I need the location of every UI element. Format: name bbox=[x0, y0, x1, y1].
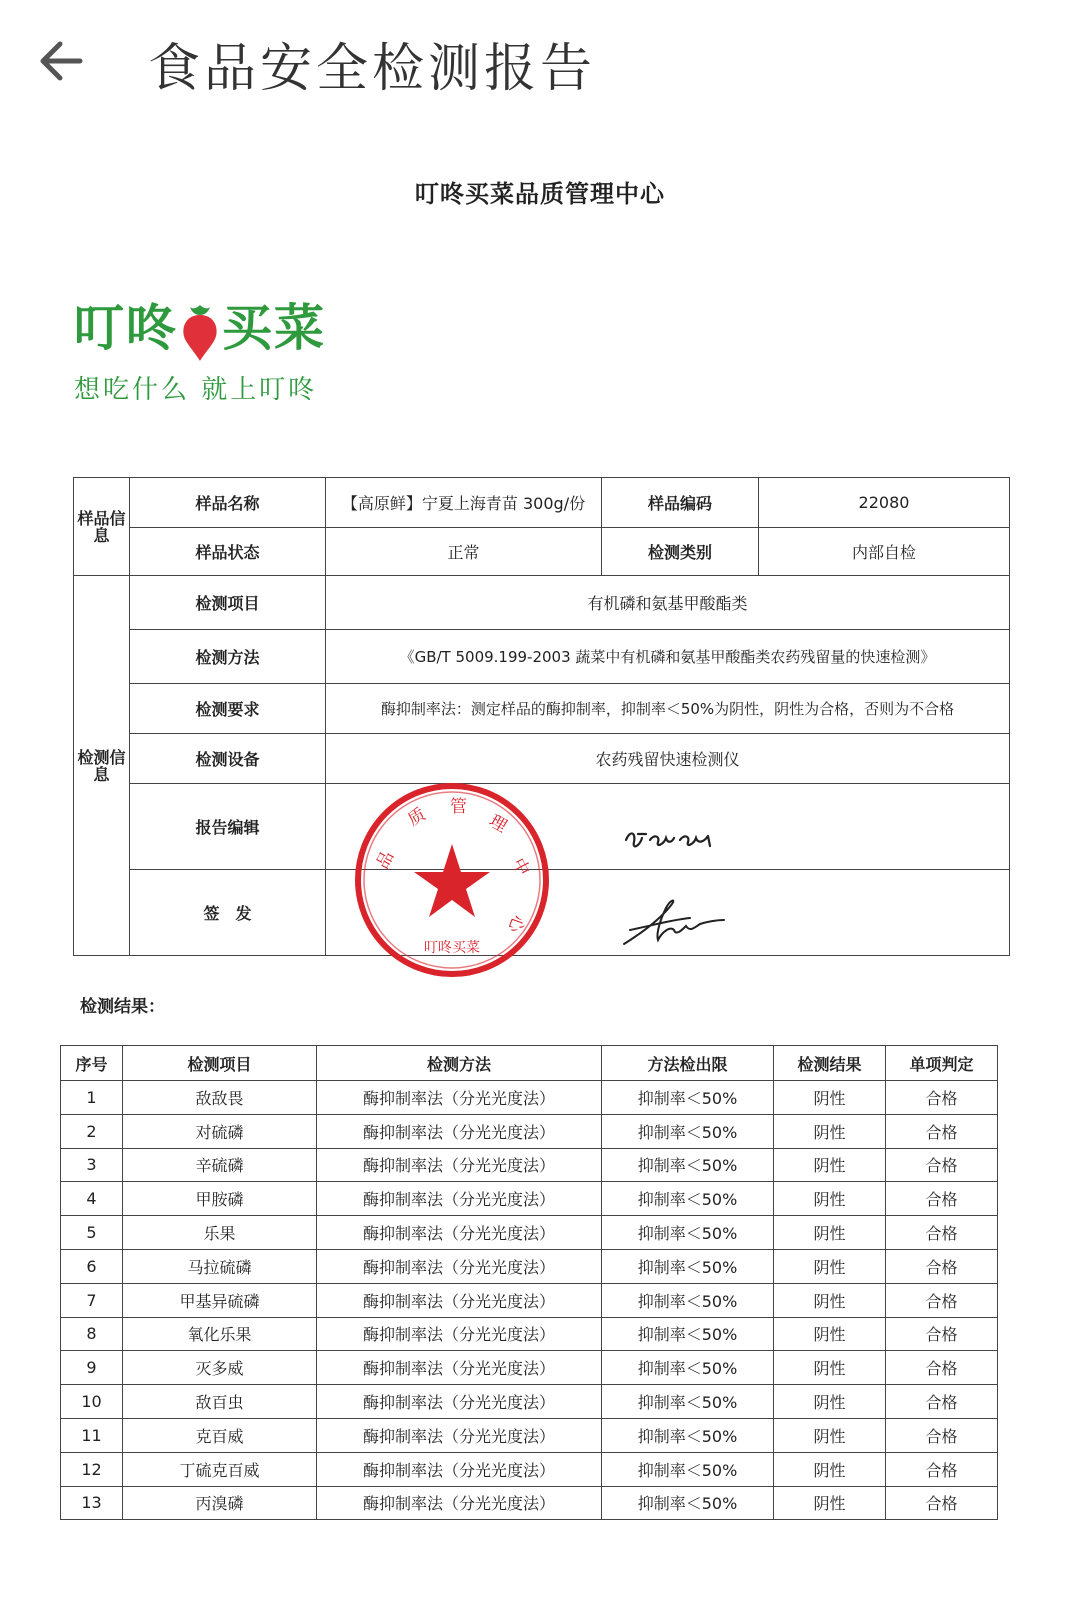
issuer-signature bbox=[620, 890, 730, 952]
col-header-limit: 方法检出限 bbox=[602, 1046, 774, 1081]
table-row bbox=[61, 1114, 998, 1148]
brand-name-part2: 买菜 bbox=[222, 299, 326, 357]
test-requirement-label: 检测要求 bbox=[130, 684, 326, 734]
row-item: 马拉硫磷 bbox=[123, 1249, 317, 1283]
row-judgement: 合格 bbox=[886, 1418, 998, 1452]
col-header-item: 检测项目 bbox=[123, 1046, 317, 1081]
table-row bbox=[61, 1283, 998, 1317]
radish-icon bbox=[176, 301, 224, 363]
svg-text:理: 理 bbox=[485, 811, 511, 837]
row-index: 8 bbox=[61, 1317, 123, 1351]
sample-name-label: 样品名称 bbox=[130, 478, 326, 528]
table-row bbox=[61, 1486, 998, 1520]
table-row bbox=[61, 1216, 998, 1250]
report-editor-label: 报告编辑 bbox=[130, 784, 326, 870]
row-limit: 抑制率＜50% bbox=[602, 1486, 774, 1520]
row-judgement: 合格 bbox=[886, 1283, 998, 1317]
table-row bbox=[61, 1385, 998, 1419]
col-header-method: 检测方法 bbox=[317, 1046, 602, 1081]
row-limit: 抑制率＜50% bbox=[602, 1216, 774, 1250]
row-judgement: 合格 bbox=[886, 1351, 998, 1385]
row-method: 酶抑制率法（分光光度法） bbox=[317, 1114, 602, 1148]
row-item: 克百威 bbox=[123, 1418, 317, 1452]
row-index: 1 bbox=[61, 1081, 123, 1115]
test-info-group-label: 检测信息 bbox=[74, 576, 130, 956]
row-index: 2 bbox=[61, 1114, 123, 1148]
col-header-index: 序号 bbox=[61, 1046, 123, 1081]
test-method-label: 检测方法 bbox=[130, 630, 326, 684]
org-title: 叮咚买菜品质管理中心 bbox=[415, 180, 665, 208]
sample-code-label: 样品编码 bbox=[602, 478, 759, 528]
row-limit: 抑制率＜50% bbox=[602, 1114, 774, 1148]
company-seal-stamp bbox=[352, 782, 552, 978]
row-judgement: 合格 bbox=[886, 1486, 998, 1520]
row-item: 甲基异硫磷 bbox=[123, 1283, 317, 1317]
results-header-row bbox=[61, 1046, 998, 1081]
row-index: 9 bbox=[61, 1351, 123, 1385]
table-row bbox=[61, 1182, 998, 1216]
results-body bbox=[61, 1081, 998, 1520]
back-arrow-icon[interactable] bbox=[36, 36, 86, 86]
table-row bbox=[61, 1351, 998, 1385]
row-item: 乐果 bbox=[123, 1216, 317, 1250]
row-item: 敌百虫 bbox=[123, 1385, 317, 1419]
brand-slogan: 想吃什么 就上叮咚 bbox=[74, 374, 318, 405]
table-row bbox=[61, 1317, 998, 1351]
row-index: 13 bbox=[61, 1486, 123, 1520]
row-result: 阴性 bbox=[774, 1182, 886, 1216]
row-index: 3 bbox=[61, 1148, 123, 1182]
row-judgement: 合格 bbox=[886, 1114, 998, 1148]
row-limit: 抑制率＜50% bbox=[602, 1452, 774, 1486]
row-item: 辛硫磷 bbox=[123, 1148, 317, 1182]
test-type-label: 检测类别 bbox=[602, 528, 759, 576]
row-limit: 抑制率＜50% bbox=[602, 1249, 774, 1283]
row-limit: 抑制率＜50% bbox=[602, 1351, 774, 1385]
svg-text:品: 品 bbox=[372, 847, 399, 873]
row-method: 酶抑制率法（分光光度法） bbox=[317, 1182, 602, 1216]
svg-text:质: 质 bbox=[404, 804, 430, 831]
col-header-result: 检测结果 bbox=[774, 1046, 886, 1081]
svg-text:心: 心 bbox=[503, 912, 529, 936]
row-limit: 抑制率＜50% bbox=[602, 1283, 774, 1317]
table-row bbox=[61, 1452, 998, 1486]
row-result: 阴性 bbox=[774, 1249, 886, 1283]
row-method: 酶抑制率法（分光光度法） bbox=[317, 1249, 602, 1283]
row-method: 酶抑制率法（分光光度法） bbox=[317, 1418, 602, 1452]
row-item: 氧化乐果 bbox=[123, 1317, 317, 1351]
row-index: 10 bbox=[61, 1385, 123, 1419]
row-result: 阴性 bbox=[774, 1081, 886, 1115]
row-index: 12 bbox=[61, 1452, 123, 1486]
test-equipment-value: 农药残留快速检测仪 bbox=[326, 734, 1010, 784]
top-bar bbox=[0, 0, 1080, 120]
row-method: 酶抑制率法（分光光度法） bbox=[317, 1216, 602, 1250]
row-result: 阴性 bbox=[774, 1418, 886, 1452]
brand-name-part1: 叮咚 bbox=[74, 299, 178, 357]
table-row bbox=[61, 1148, 998, 1182]
table-row bbox=[61, 1249, 998, 1283]
row-result: 阴性 bbox=[774, 1216, 886, 1250]
row-result: 阴性 bbox=[774, 1114, 886, 1148]
row-method: 酶抑制率法（分光光度法） bbox=[317, 1385, 602, 1419]
row-item: 对硫磷 bbox=[123, 1114, 317, 1148]
results-label: 检测结果： bbox=[80, 997, 165, 1017]
row-result: 阴性 bbox=[774, 1283, 886, 1317]
row-result: 阴性 bbox=[774, 1486, 886, 1520]
sample-state-label: 样品状态 bbox=[130, 528, 326, 576]
test-item-label: 检测项目 bbox=[130, 576, 326, 630]
row-judgement: 合格 bbox=[886, 1081, 998, 1115]
row-index: 11 bbox=[61, 1418, 123, 1452]
row-limit: 抑制率＜50% bbox=[602, 1418, 774, 1452]
row-item: 丁硫克百威 bbox=[123, 1452, 317, 1486]
test-type-value: 内部自检 bbox=[759, 528, 1010, 576]
test-equipment-label: 检测设备 bbox=[130, 734, 326, 784]
row-judgement: 合格 bbox=[886, 1452, 998, 1486]
row-limit: 抑制率＜50% bbox=[602, 1317, 774, 1351]
row-method: 酶抑制率法（分光光度法） bbox=[317, 1486, 602, 1520]
row-limit: 抑制率＜50% bbox=[602, 1385, 774, 1419]
row-item: 丙溴磷 bbox=[123, 1486, 317, 1520]
row-judgement: 合格 bbox=[886, 1216, 998, 1250]
row-result: 阴性 bbox=[774, 1385, 886, 1419]
svg-text:管: 管 bbox=[450, 797, 467, 817]
sample-state-value: 正常 bbox=[326, 528, 602, 576]
svg-text:中: 中 bbox=[507, 854, 534, 880]
test-item-value: 有机磷和氨基甲酸酯类 bbox=[326, 576, 1010, 630]
row-index: 6 bbox=[61, 1249, 123, 1283]
issuer-label: 签 发 bbox=[130, 870, 326, 956]
row-result: 阴性 bbox=[774, 1148, 886, 1182]
row-item: 甲胺磷 bbox=[123, 1182, 317, 1216]
row-method: 酶抑制率法（分光光度法） bbox=[317, 1351, 602, 1385]
test-method-value: 《GB/T 5009.199-2003 蔬菜中有机磷和氨基甲酸酯类农药残留量的快速检测》 bbox=[326, 630, 1010, 684]
table-row bbox=[61, 1081, 998, 1115]
row-method: 酶抑制率法（分光光度法） bbox=[317, 1081, 602, 1115]
row-limit: 抑制率＜50% bbox=[602, 1148, 774, 1182]
row-judgement: 合格 bbox=[886, 1182, 998, 1216]
row-index: 4 bbox=[61, 1182, 123, 1216]
row-index: 7 bbox=[61, 1283, 123, 1317]
row-limit: 抑制率＜50% bbox=[602, 1182, 774, 1216]
row-method: 酶抑制率法（分光光度法） bbox=[317, 1452, 602, 1486]
table-row bbox=[61, 1418, 998, 1452]
col-header-judgement: 单项判定 bbox=[886, 1046, 998, 1081]
results-table bbox=[60, 1045, 998, 1520]
editor-signature bbox=[620, 820, 720, 856]
row-judgement: 合格 bbox=[886, 1385, 998, 1419]
seal-bottom-text: 叮咚买菜 bbox=[424, 940, 480, 956]
brand-logo bbox=[74, 298, 374, 418]
row-result: 阴性 bbox=[774, 1351, 886, 1385]
sample-code-value: 22080 bbox=[759, 478, 1010, 528]
page-title: 食品安全检测报告 bbox=[148, 39, 597, 99]
test-requirement-value: 酶抑制率法：测定样品的酶抑制率，抑制率＜50%为阴性，阴性为合格，否则为不合格 bbox=[326, 684, 1010, 734]
row-limit: 抑制率＜50% bbox=[602, 1081, 774, 1115]
row-result: 阴性 bbox=[774, 1452, 886, 1486]
row-method: 酶抑制率法（分光光度法） bbox=[317, 1283, 602, 1317]
row-index: 5 bbox=[61, 1216, 123, 1250]
sample-info-group-label: 样品信息 bbox=[74, 478, 130, 576]
sample-name-value: 【高原鲜】宁夏上海青苗 300g/份 bbox=[326, 478, 602, 528]
row-judgement: 合格 bbox=[886, 1249, 998, 1283]
row-judgement: 合格 bbox=[886, 1317, 998, 1351]
row-item: 敌敌畏 bbox=[123, 1081, 317, 1115]
row-judgement: 合格 bbox=[886, 1148, 998, 1182]
row-item: 灭多威 bbox=[123, 1351, 317, 1385]
row-method: 酶抑制率法（分光光度法） bbox=[317, 1317, 602, 1351]
row-result: 阴性 bbox=[774, 1317, 886, 1351]
row-method: 酶抑制率法（分光光度法） bbox=[317, 1148, 602, 1182]
